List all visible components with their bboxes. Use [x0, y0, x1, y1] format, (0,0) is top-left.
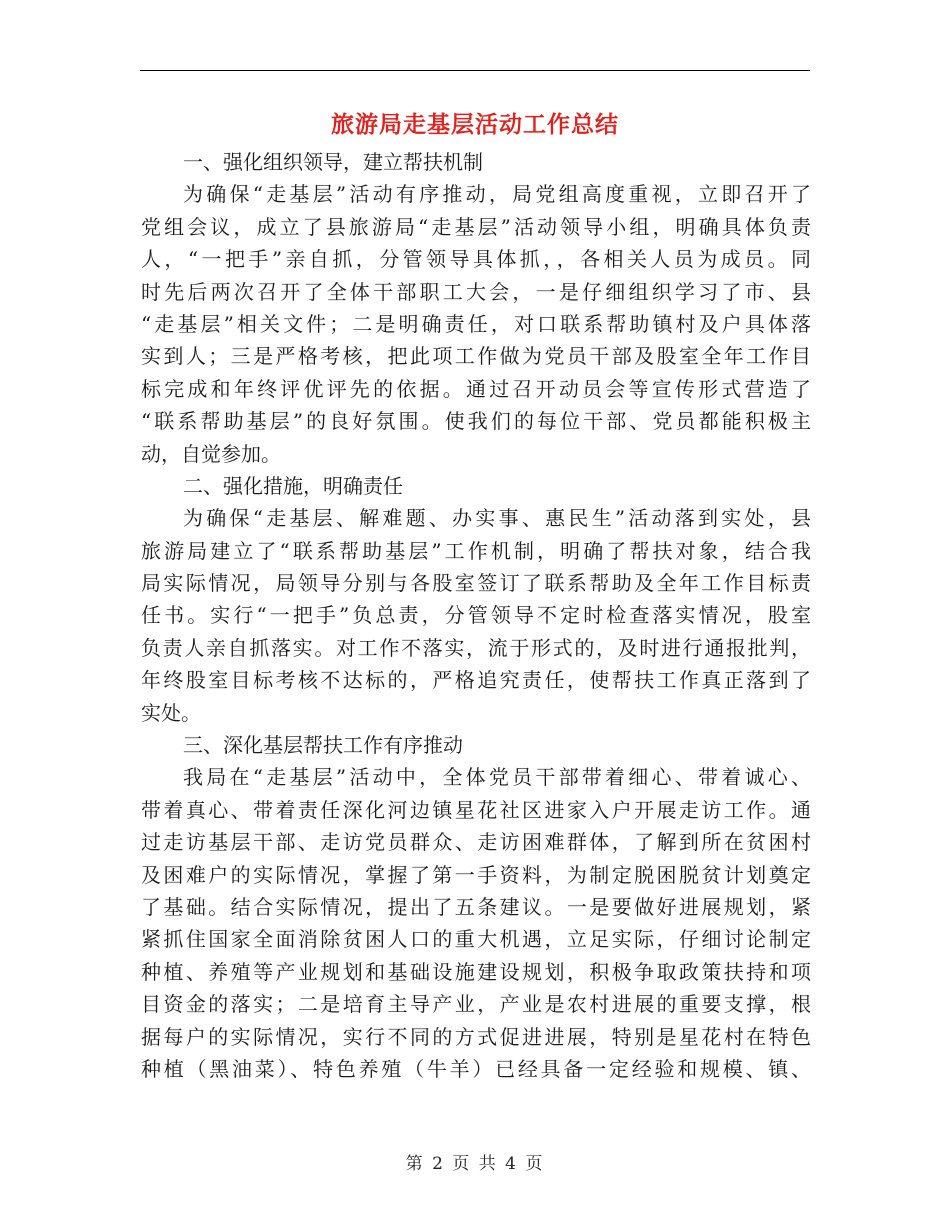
- paragraph-line: 为确保“走基层、解难题、办实事、惠民生”活动落到实处，县: [183, 506, 811, 531]
- paragraph-line: 局实际情况，局领导分别与各股室签订了联系帮助及全年工作目标责: [141, 571, 811, 596]
- paragraph-line: 紧抓住国家全面消除贫困人口的重大机遇，立足实际，仔细讨论制定: [141, 927, 811, 952]
- paragraph-line: 标完成和年终评优评先的依据。通过召开动员会等宣传形式营造了: [141, 376, 811, 401]
- paragraph-line: “走基层”相关文件；二是明确责任，对口联系帮助镇村及户具体落: [141, 311, 811, 336]
- paragraph-line: 过走访基层干部、走访党员群众、走访困难群体，了解到所在贫困村: [141, 830, 811, 855]
- section-heading-1: 一、强化组织领导，建立帮扶机制: [183, 150, 483, 174]
- paragraph-line: 种植（黑油菜）、特色养殖（牛羊）已经具备一定经验和规模、镇、: [141, 1056, 811, 1081]
- paragraph-line: 党组会议，成立了县旅游局“走基层”活动领导小组，明确具体负责: [141, 214, 811, 239]
- paragraph-line: 负责人亲自抓落实。对工作不落实，流于形式的，及时进行通报批判，: [141, 635, 811, 660]
- document-body: [141, 146, 811, 1085]
- paragraph-line: 任书。实行“一把手”负总责，分管领导不定时检查落实情况，股室: [141, 603, 811, 628]
- paragraph-line: 及困难户的实际情况，掌握了第一手资料，为制定脱困脱贫计划奠定: [141, 862, 811, 887]
- header-rule: [140, 70, 810, 71]
- paragraph-line: 我局在“走基层”活动中，全体党员干部带着细心、带着诚心、: [183, 765, 811, 790]
- paragraph-line: 目资金的落实；二是培育主导产业，产业是农村进展的重要支撑，根: [141, 992, 811, 1017]
- paragraph-line: “联系帮助基层”的良好氛围。使我们的每位干部、党员都能积极主: [141, 409, 811, 434]
- paragraph-line: 种植、养殖等产业规划和基础设施建设规划，积极争取政策扶持和项: [141, 959, 811, 984]
- paragraph-line: 旅游局建立了“联系帮助基层”工作机制，明确了帮扶对象，结合我: [141, 538, 811, 563]
- paragraph-line: 年终股室目标考核不达标的，严格追究责任，使帮扶工作真正落到了: [141, 668, 811, 693]
- paragraph-line: 实到人；三是严格考核，把此项工作做为党员干部及股室全年工作目: [141, 344, 811, 369]
- paragraph-line: 人，“一把手”亲自抓，分管领导具体抓，，各相关人员为成员。同: [141, 247, 811, 272]
- paragraph-line: 据每户的实际情况，实行不同的方式促进进展，特别是星花村在特色: [141, 1024, 811, 1049]
- paragraph-line: 了基础。结合实际情况，提出了五条建议。一是要做好进展规划，紧: [141, 894, 811, 919]
- page-number-footer: 第 2 页 共 4 页: [405, 1154, 545, 1174]
- section-heading-2: 二、强化措施，明确责任: [183, 473, 403, 498]
- paragraph-line: 实处。: [141, 700, 201, 725]
- paragraph-line: 时先后两次召开了全体干部职工大会，一是仔细组织学习了市、县: [141, 279, 811, 304]
- section-heading-3: 三、深化基层帮扶工作有序推动: [183, 733, 463, 758]
- paragraph-line: 带着真心、带着责任深化河边镇星花社区进家入户开展走访工作。通: [141, 797, 811, 822]
- document-title: 旅游局走基层活动工作总结: [331, 111, 619, 138]
- paragraph-line: 为确保“走基层”活动有序推动，局党组高度重视，立即召开了: [183, 182, 811, 207]
- paragraph-line: 动，自觉参加。: [141, 441, 281, 466]
